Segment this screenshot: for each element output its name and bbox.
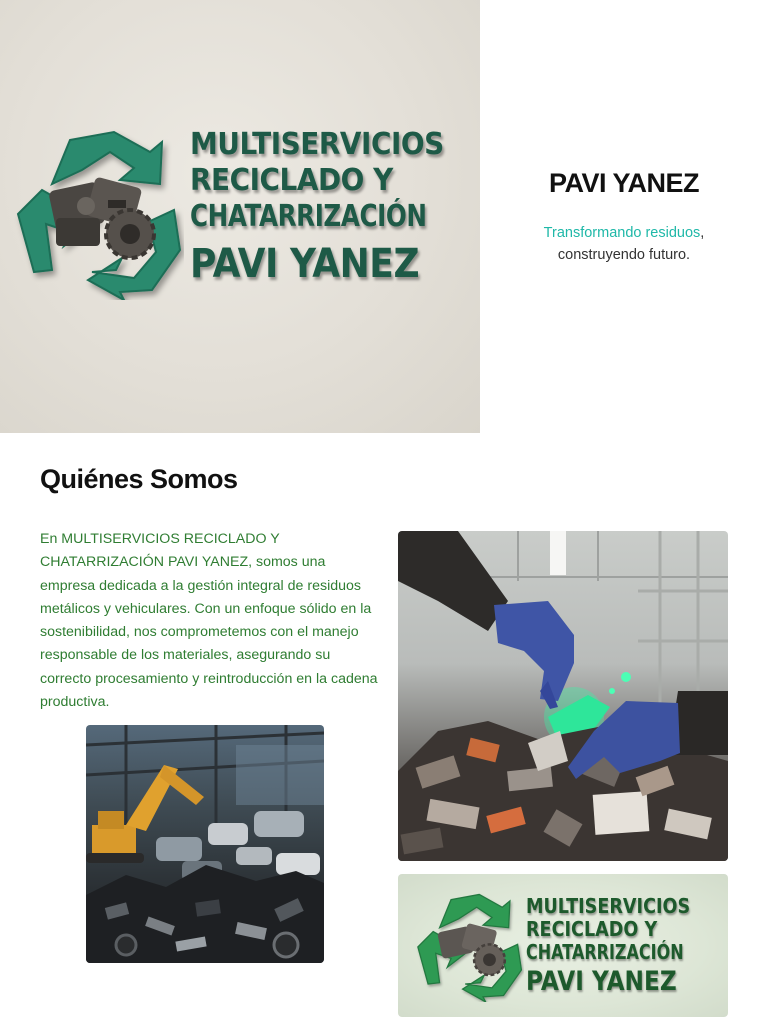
gear-icon [48, 176, 154, 258]
hero-logo-image [0, 0, 480, 433]
recycle-icon [12, 122, 184, 300]
hero-brand-panel [480, 0, 768, 433]
logo-card-line-4: PAVI YANEZ [526, 966, 677, 997]
logo-card-wordmark [526, 896, 726, 995]
section-title: Quiénes Somos [40, 464, 238, 494]
logo-card-line-2: RECICLADO Y [526, 917, 658, 941]
logo-line-1: MULTISERVICIOS [190, 127, 444, 162]
logo-card-line-3: CHATARRIZACIÓN [526, 940, 684, 964]
logo-line-2: RECICLADO Y [190, 163, 393, 198]
hands-sorting-scrap-photo [398, 531, 728, 861]
about-paragraph: En MULTISERVICIOS RECICLADO Y CHATARRIZACIÓN PAVI YANEZ, somos una empresa dedicada a la gestión integral de residuos metálicos y vehiculares. Con un enfoque sólido en la sostenibilidad, nos comprometemos con el manejo responsable de los materiales, asegurando su correcto procesamiento y reintroducción en la cadena productiva. [40, 531, 378, 711]
logo-line-4: PAVI YANEZ [190, 241, 420, 287]
hero-section [0, 0, 768, 433]
tagline-rest: construyendo futuro. [557, 247, 691, 263]
brand-title: PAVI YANEZ [548, 168, 700, 198]
logo-line-3: CHATARRIZACIÓN [190, 199, 427, 234]
logo-wordmark [190, 127, 480, 287]
tagline [480, 222, 768, 266]
recycle-icon [414, 888, 524, 1002]
logo-card-image [398, 874, 728, 1017]
logo-card-line-1: MULTISERVICIOS [526, 894, 691, 918]
tagline-highlight: Transformando residuos [543, 225, 701, 241]
scrapyard-photo [86, 725, 324, 963]
tagline-comma: , [700, 225, 705, 241]
